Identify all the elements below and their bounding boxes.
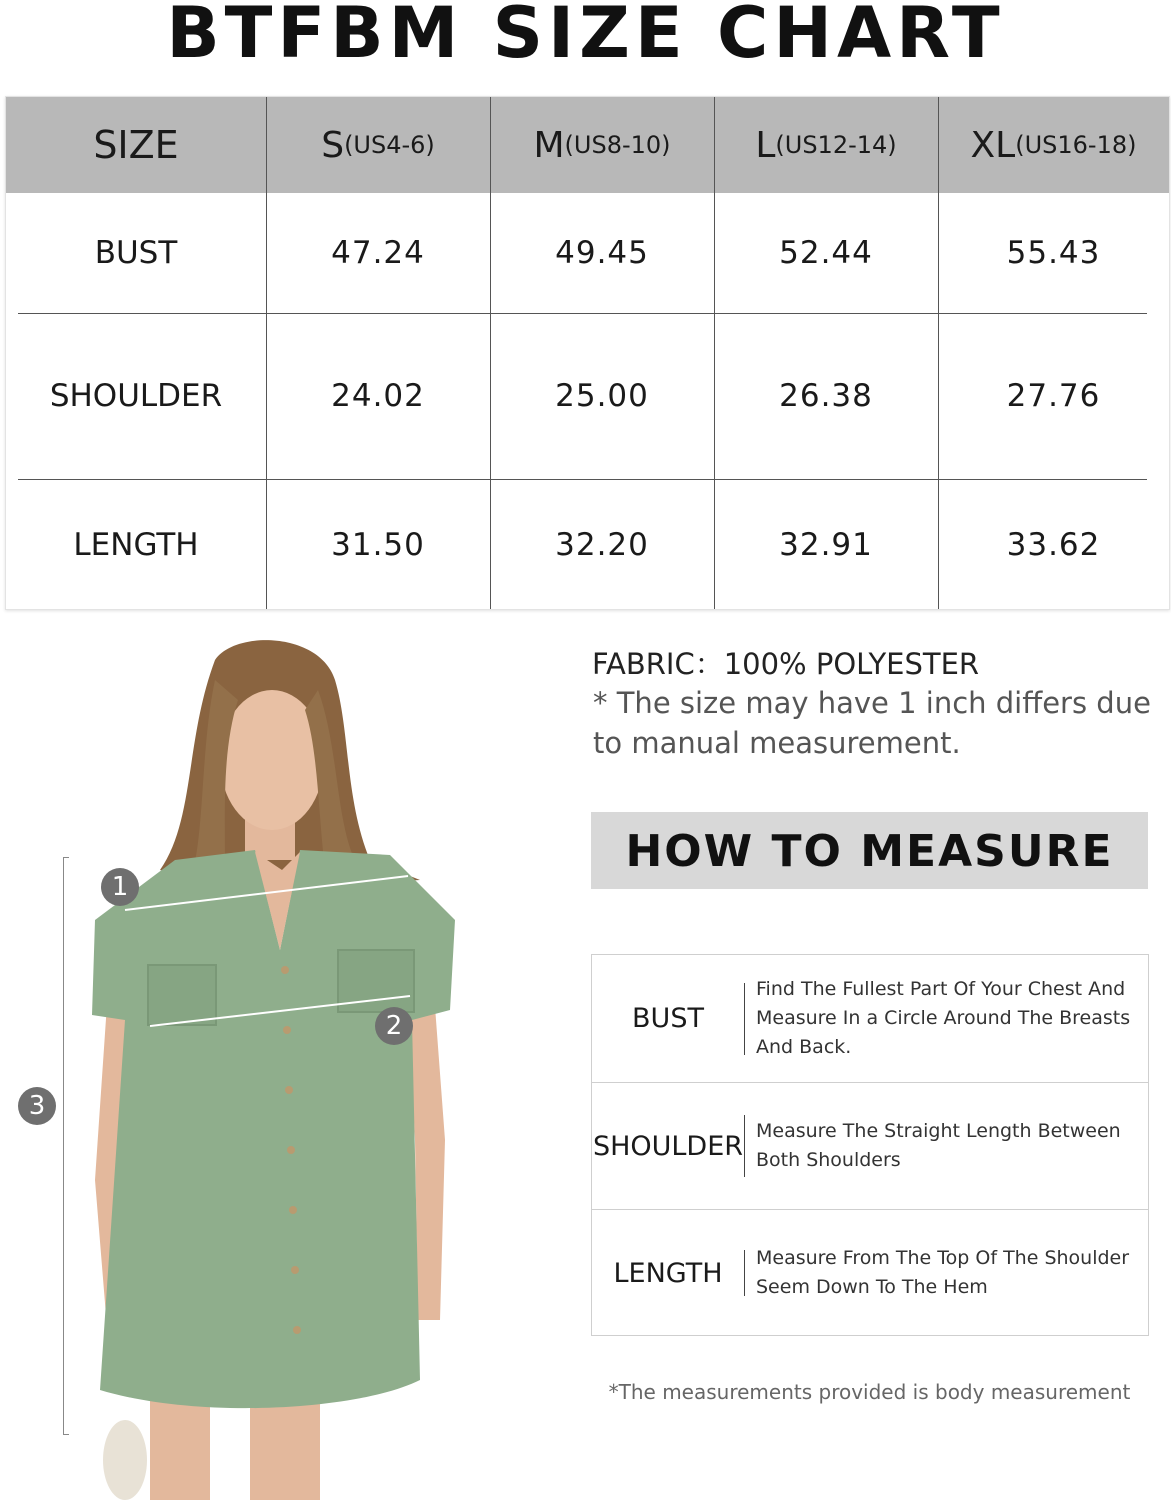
measure-row-length — [592, 1209, 1148, 1336]
table-row-bust — [6, 193, 1169, 313]
column-divider — [266, 97, 267, 609]
fabric-info: FABRIC：100% POLYESTER — [592, 647, 980, 681]
table-cell: 55.43 — [1006, 235, 1101, 271]
ruler-tick — [63, 1434, 69, 1435]
table-cell: 24.02 — [331, 378, 425, 414]
column-divider — [714, 97, 715, 609]
ruler-tick — [63, 857, 69, 858]
column-divider — [490, 97, 491, 609]
measure-name: SHOULDER — [592, 1130, 744, 1162]
table-cell: 27.76 — [1006, 378, 1101, 414]
row-divider — [18, 479, 1147, 480]
table-cell: 31.50 — [331, 526, 425, 563]
table-row-length — [6, 480, 1169, 609]
how-to-measure-heading: HOW TO MEASURE — [591, 812, 1148, 889]
table-cell: 26.38 — [779, 378, 873, 414]
header-size: SIZE — [93, 123, 179, 167]
measure-divider — [744, 983, 745, 1055]
size-table-header-row — [6, 97, 1169, 193]
model-photo — [0, 620, 590, 1500]
row-label: BUST — [94, 235, 178, 271]
measure-row-bust — [592, 955, 1148, 1081]
size-table — [5, 96, 1170, 610]
measure-description: Measure From The Top Of The Shoulder Seem Down To The Hem — [756, 1247, 1130, 1298]
measure-row-shoulder — [592, 1082, 1148, 1209]
table-cell: 32.20 — [555, 526, 649, 563]
column-divider — [938, 97, 939, 609]
table-cell: 52.44 — [779, 235, 873, 271]
header-size-s: S (US4-6) — [321, 124, 435, 166]
marker-1-badge: 1 — [101, 868, 139, 906]
table-row-shoulder — [6, 313, 1169, 479]
marker-3-badge: 3 — [18, 1087, 56, 1125]
row-label: LENGTH — [73, 526, 199, 563]
header-size-m: M (US8-10) — [533, 124, 671, 166]
table-cell: 33.62 — [1006, 526, 1101, 563]
table-cell: 47.24 — [331, 235, 425, 271]
marker-2-badge: 2 — [375, 1007, 413, 1045]
row-label: SHOULDER — [49, 378, 223, 414]
measure-divider — [744, 1115, 745, 1177]
header-size-l: L (US12-14) — [755, 124, 897, 166]
table-cell: 25.00 — [555, 378, 649, 414]
measure-divider — [744, 1250, 745, 1296]
table-cell: 49.45 — [555, 235, 649, 271]
length-ruler — [63, 857, 64, 1435]
measure-name: LENGTH — [613, 1257, 723, 1289]
how-to-measure-table — [591, 954, 1149, 1336]
measurement-footnote: *The measurements provided is body measurement — [608, 1380, 1131, 1404]
size-note: * The size may have 1 inch differs due to manual measurement. — [593, 686, 1151, 760]
measure-description: Find The Fullest Part Of Your Chest And Measure In a Circle Around The Breasts And Back. — [756, 977, 1131, 1058]
header-size-xl: XL (US16-18) — [970, 124, 1137, 166]
size-chart-title: BTFBM SIZE CHART — [166, 0, 1005, 74]
row-divider — [18, 313, 1147, 314]
measure-name: BUST — [632, 1002, 704, 1034]
measure-description: Measure The Straight Length Between Both Shoulders — [756, 1120, 1121, 1171]
table-cell: 32.91 — [779, 526, 873, 563]
